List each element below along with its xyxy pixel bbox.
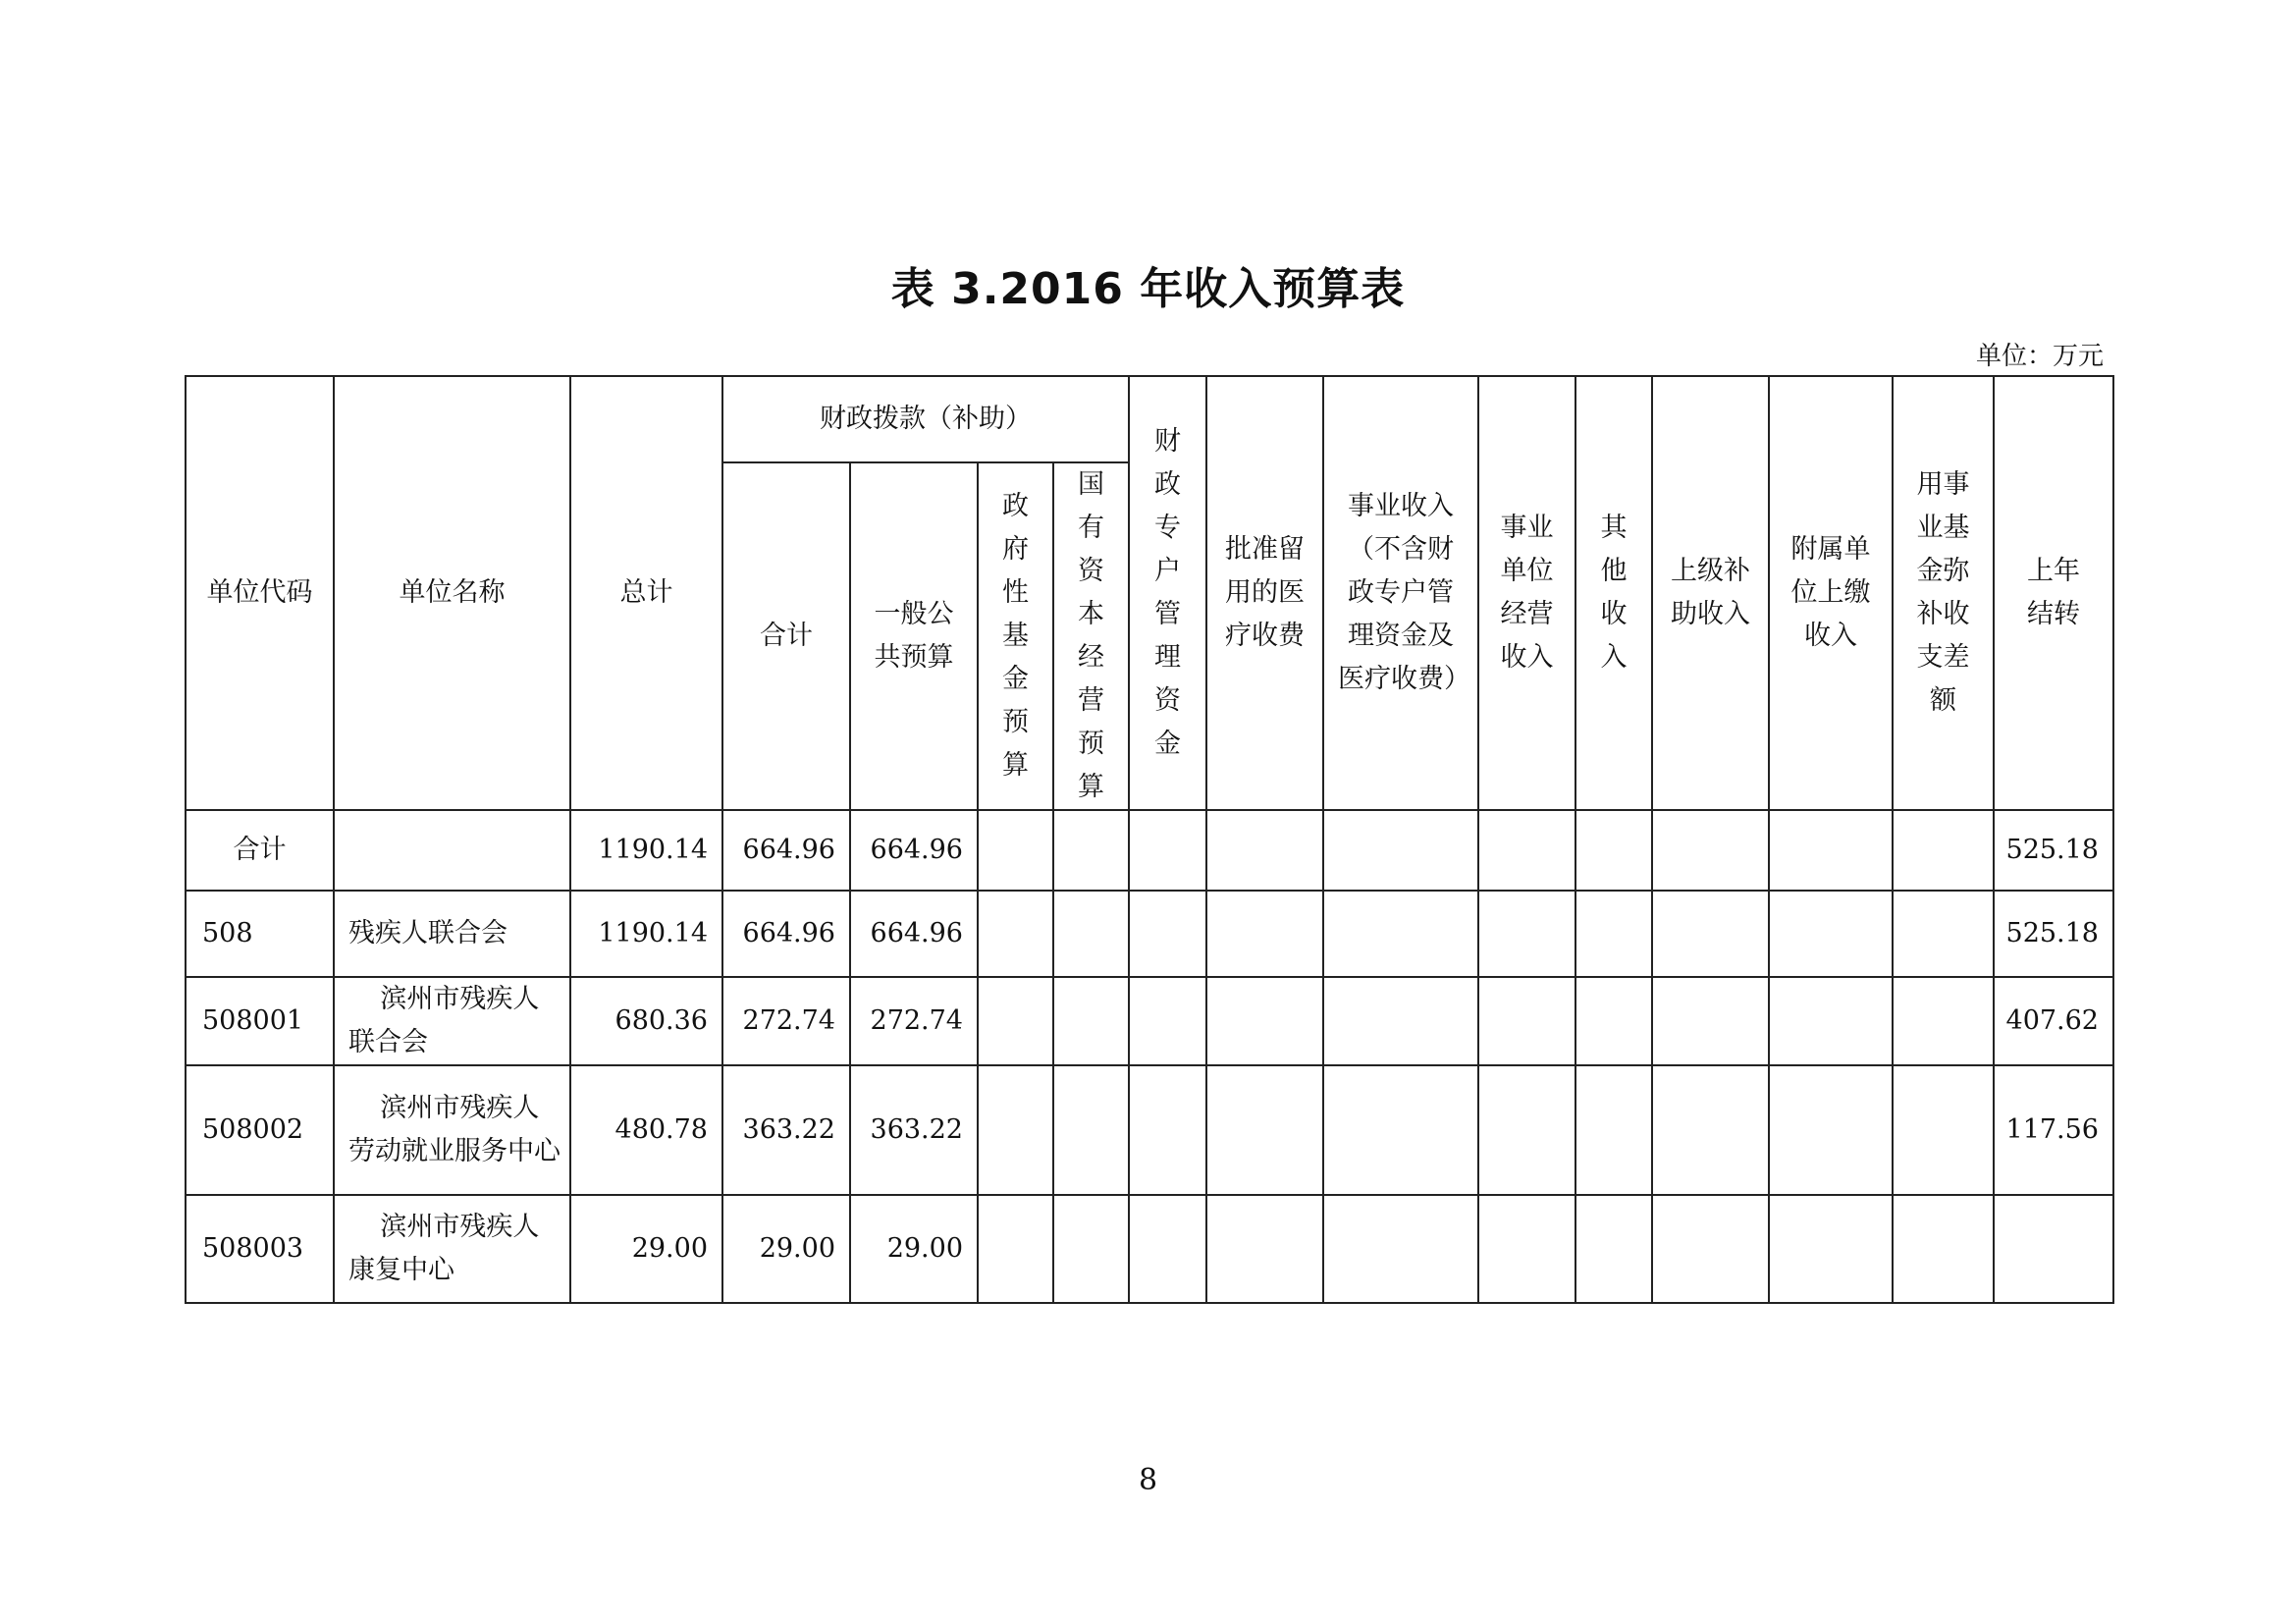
row-general-budget: 272.74 (850, 977, 978, 1065)
row-general-budget: 363.22 (850, 1065, 978, 1195)
table-row (186, 810, 2113, 891)
row-carryover: 407.62 (1994, 977, 2113, 1065)
header-total: 总计 (570, 376, 722, 810)
income-budget-table (185, 375, 2114, 1304)
header-medical: 批准留用的医疗收费 (1206, 376, 1323, 810)
header-superior-subsidy: 上级补助收入 (1652, 376, 1769, 810)
row-general-budget: 664.96 (850, 810, 978, 891)
row-total: 1190.14 (570, 891, 722, 977)
row-carryover (1994, 1195, 2113, 1303)
row-code: 508 (186, 891, 334, 977)
header-special-account: 财政专户管理资金 (1129, 376, 1206, 810)
row-code: 508003 (186, 1195, 334, 1303)
row-carryover: 525.18 (1994, 810, 2113, 891)
header-carryover: 上年结转 (1994, 376, 2113, 810)
row-general-budget: 664.96 (850, 891, 978, 977)
row-name: 滨州市残疾人康复中心 (334, 1195, 570, 1303)
row-code: 508002 (186, 1065, 334, 1195)
header-business-income: 事业收入（不含财政专户管理资金及医疗收费） (1323, 376, 1478, 810)
row-name: 滨州市残疾人联合会 (334, 977, 570, 1065)
row-fiscal-total: 363.22 (722, 1065, 850, 1195)
page-title: 表 3.2016 年收入预算表 (890, 264, 1406, 314)
header-unit-name: 单位名称 (334, 376, 570, 810)
header-gov-fund: 政府性基金预算 (978, 462, 1053, 810)
row-code: 合计 (186, 810, 334, 891)
header-general-budget: 一般公共预算 (850, 462, 978, 810)
row-name: 滨州市残疾人劳动就业服务中心 (334, 1065, 570, 1195)
row-name (334, 810, 570, 891)
row-total: 29.00 (570, 1195, 722, 1303)
header-operating-income: 事业单位经营收入 (1478, 376, 1575, 810)
row-total: 1190.14 (570, 810, 722, 891)
header-fund-balance: 用事业基金弥补收支差额 (1893, 376, 1994, 810)
row-fiscal-total: 664.96 (722, 891, 850, 977)
header-fiscal-total: 合计 (722, 462, 850, 810)
row-fiscal-total: 272.74 (722, 977, 850, 1065)
row-carryover: 525.18 (1994, 891, 2113, 977)
row-carryover: 117.56 (1994, 1065, 2113, 1195)
table-row (186, 891, 2113, 977)
unit-label: 单位：万元 (1975, 342, 2104, 371)
row-total: 680.36 (570, 977, 722, 1065)
header-unit-code: 单位代码 (186, 376, 334, 810)
table-row (186, 1195, 2113, 1303)
page-number: 8 (1138, 1463, 1158, 1497)
header-other-income: 其他收入 (1575, 376, 1652, 810)
row-fiscal-total: 664.96 (722, 810, 850, 891)
table-row (186, 977, 2113, 1065)
header-fiscal-group: 财政拨款（补助） (722, 376, 1129, 462)
row-name: 残疾人联合会 (334, 891, 570, 977)
row-fiscal-total: 29.00 (722, 1195, 850, 1303)
table-row (186, 1065, 2113, 1195)
row-total: 480.78 (570, 1065, 722, 1195)
header-state-capital: 国有资本经营预算 (1053, 462, 1129, 810)
row-code: 508001 (186, 977, 334, 1065)
row-general-budget: 29.00 (850, 1195, 978, 1303)
header-affiliated-income: 附属单位上缴收入 (1769, 376, 1893, 810)
